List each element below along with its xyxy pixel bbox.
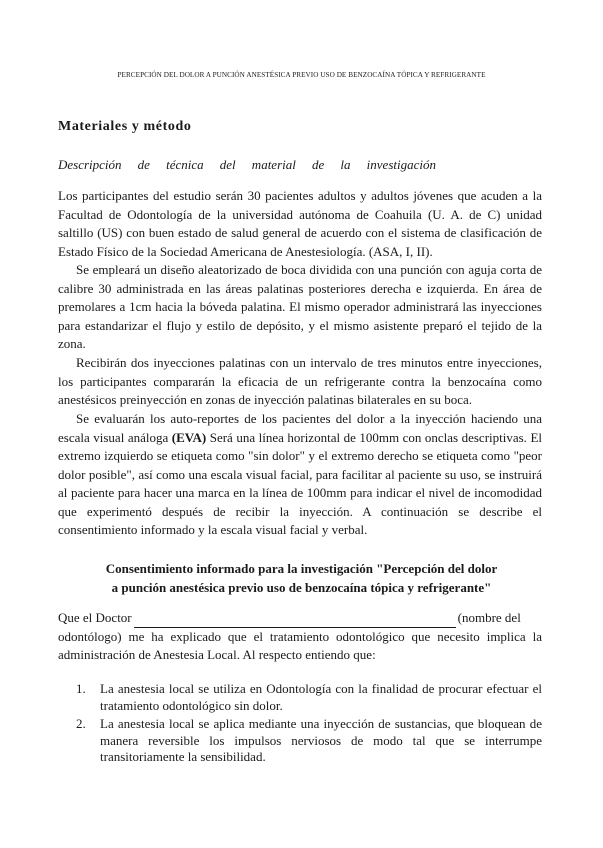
eva-abbreviation: (EVA) [171, 429, 207, 445]
consent-list [58, 681, 542, 768]
paragraph-injections: Recibirán dos inyecciones palatinas con un intervalo de tres minutos entre inyecciones, los participantes compararán la eficacia de un refrigerante contra la benzocaína como anestésicos preinyección en zonas de inyección palatinas bilaterales en su boca. [58, 355, 542, 407]
list-item-number: 2. [76, 716, 86, 731]
consent-intro-first-line [58, 609, 542, 628]
paragraph-evaluation [58, 410, 542, 540]
list-item-number: 1. [76, 681, 86, 696]
consent-intro-rest: odontólogo) me ha explicado que el tratamiento odontológico que necesito implica la administración de Anestesia Local. Al respecto entiendo que: [58, 628, 542, 662]
consent-title-line-2: a punción anestésica previo uso de benzocaína tópica y refrigerante" [111, 579, 492, 595]
consent-intro-paren: (nombre del [457, 610, 521, 625]
consent-title-line-1: Consentimiento informado para la investigación "Percepción del dolor [105, 561, 498, 576]
list-item [58, 716, 542, 766]
running-head: PERCEPCIÓN DEL DOLOR A PUNCIÓN ANESTÉSICA PREVIO USO DE BENZOCAÍNA TÓPICA Y REFRIGERANTE [117, 71, 486, 79]
consent-intro [58, 609, 542, 665]
list-item-text: La anestesia local se utiliza en Odontología con la finalidad de procurar efectuar el tratamiento odontológico sin dolor. [100, 681, 542, 713]
paragraph-design: Se empleará un diseño aleatorizado de boca dividida con una punción con aguja corta de calibre 30 administrada en las áreas palatinas posteriores derecha e izquierda. En área de premolares a 1cm hacia la bóveda palatina. El mismo operador administrará las inyecciones para estandarizar el flujo y estilo de depósito, y el mismo asistente preparó el tejido de la zona. [58, 262, 542, 351]
consent-title [60, 560, 543, 597]
list-item [58, 681, 542, 714]
consent-intro-start: Que el Doctor [58, 610, 132, 625]
evaluation-text-end: Será una línea horizontal de 100mm con onclas descriptivas. El extremo izquierdo se etiqueta como "sin dolor" y el extremo derecho se etiqueta como "peor dolor posible", así como una escala visual facial, para facilitar al paciente su uso, se instruirá al paciente para hacer una marca en la línea de 100mm para indicar el nivel de incomodidad que experimentó después de recibir la inyección. A continuación se describe el consentimiento informado y la escala visual facial y verbal. [58, 429, 542, 537]
doctor-name-blank [134, 615, 456, 628]
evaluation-text-start: Se evaluarán los auto-reportes de los pacientes del dolor a la inyección haciendo una escala visual análoga [58, 411, 542, 445]
subsection-title: Descripción de técnica del material de la investigación [58, 157, 436, 172]
paragraph-participants: Los participantes del estudio serán 30 pacientes adultos y adultos jóvenes que acuden a la Facultad de Odontología de la universidad autónoma de Coahuila (U. A. de C) unidad saltillo (US) con buen estado de salud general de acuerdo con el sistema de clasificación de Estado Físico de la Sociedad Americana de Anestesiología. (ASA, I, II). [58, 188, 542, 259]
list-item-text: La anestesia local se aplica mediante una inyección de sustancias, que bloquean de manera reversible los impulsos nerviosos de modo tal que se interrumpe transitoriamente la sensibilidad. [100, 716, 542, 764]
section-title: Materiales y método [58, 119, 192, 134]
